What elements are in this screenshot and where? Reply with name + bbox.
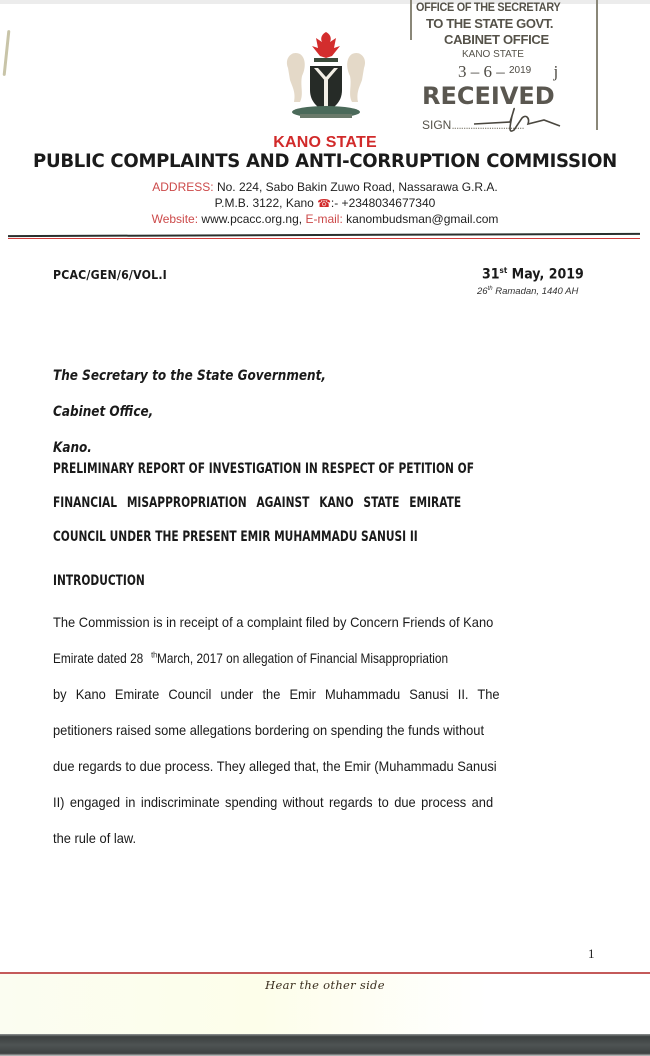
paragraph-line [53,650,602,666]
pmb-value: P.M.B. 3122, Kano [214,196,314,210]
address-line [0,180,650,194]
paragraph-text: the rule of law. [53,830,137,846]
stamp-mark: j [553,62,559,81]
report-title-text: FINANCIAL MISAPPROPRIATION AGAINST KANO STATE EMIRATE [53,495,462,511]
stamp-year: 2019 [509,65,532,76]
date-rest: May, 2019 [511,266,584,283]
section-heading [53,573,174,589]
ordinal-suffix: th [151,650,158,660]
paragraph-line [53,758,602,774]
stamp-line-2: TO THE STATE GOVT. [426,16,554,31]
telephone-icon: ☎ [317,198,331,210]
phone-value: :- +2348034677340 [330,196,436,210]
address-label: ADDRESS: [152,180,214,194]
contact-line [0,212,650,226]
paragraph-text: by Kano Emirate Council under the Emir Muhammadu Sanusi II. The [53,686,500,702]
stamp-line-1: OFFICE OF THE SECRETARY [416,0,561,14]
paragraph-text: due regards to due process. They alleged that, the Emir (Muhammadu Sanusi [53,758,497,774]
stamp-sign-label: SIGN [422,118,452,132]
pen-margin-mark [3,30,11,76]
footer-motto: Hear the other side [265,978,385,992]
hijri-rest: Ramadan, 1440 AH [495,286,579,298]
footer-rule [0,972,650,974]
hijri-day: 26 [477,286,488,298]
signature-icon [470,96,570,136]
stamp-date [458,62,558,82]
section-heading-text: INTRODUCTION [53,573,145,589]
paragraph-fragment: Emirate dated 28 [53,650,144,666]
paragraph-text [53,650,474,666]
letterhead-rule-dark [8,233,640,237]
reference-number: PCAC/GEN/6/VOL.I [53,267,167,282]
addressee-line: Kano. [53,440,92,456]
received-stamp [410,0,590,136]
stamp-border-left [410,0,412,40]
paragraph-line [53,722,602,738]
report-title-text: COUNCIL UNDER THE PRESENT EMIR MUHAMMADU SANUSI II [53,529,418,545]
letter-date [482,266,584,283]
paragraph-text: petitioners raised some allegations bordering on spending the funds without [53,722,485,738]
letterhead-rule-red [8,238,640,239]
hijri-suffix: th [487,286,493,292]
stamp-date-handwritten: 3 – 6 – [458,62,505,81]
paragraph-fragment: March, 2017 on allegation of Financial Misappropriation [157,650,449,666]
stamp-line-3: CABINET OFFICE [444,32,549,47]
address-value: No. 224, Sabo Bakin Zuwo Road, Nassarawa G.R.A. [216,180,498,194]
stamp-border-right [596,0,598,130]
email-label: E-mail: [305,212,343,226]
email-link[interactable]: kanombudsman@gmail.com [346,212,499,226]
addressee-line: Cabinet Office, [53,404,154,420]
paragraph-text: II) engaged in indiscriminate spending without regards to due process and [53,794,494,810]
paragraph-line [53,686,602,702]
report-title-text: PRELIMINARY REPORT OF INVESTIGATION IN RESPECT OF PETITION OF [53,461,474,477]
state-name: KANO STATE [273,134,377,151]
website-label: Website: [151,212,199,226]
organization-name: PUBLIC COMPLAINTS AND ANTI-CORRUPTION COMMISSION [33,150,617,172]
pmb-phone-line [0,196,650,210]
stamp-status: RECEIVED [422,82,555,110]
paragraph-text: The Commission is in receipt of a complaint filed by Concern Friends of Kano [53,614,494,630]
page-number: 1 [588,946,595,961]
hijri-date [477,286,578,297]
report-title-line [53,461,602,477]
addressee-line: The Secretary to the State Government, [53,368,326,384]
report-title-line [53,529,602,545]
date-day: 31 [482,266,500,283]
stamp-sign-dots: ............................... [451,118,524,132]
stamp-line-4: KANO STATE [462,49,524,60]
paragraph-line [53,830,602,846]
coat-of-arms-icon [278,28,374,128]
paragraph-line [53,794,602,810]
website-link[interactable]: www.pcacc.org.ng, [201,212,303,226]
report-title-line [53,495,602,511]
viewer-bottom-bar [0,1034,650,1056]
date-suffix: st [499,266,508,275]
paragraph-line [53,614,602,630]
